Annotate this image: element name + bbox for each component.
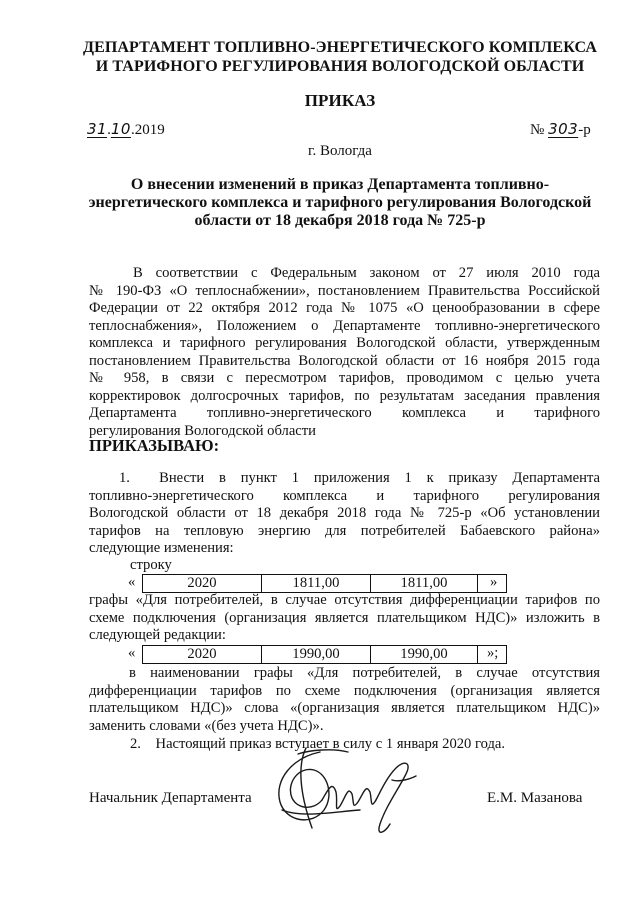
preamble-line: В соответствии с Федеральным законом от 27 июля 2010 года: [133, 265, 600, 281]
order-number: № 303-р: [530, 120, 591, 138]
signatory-name: Е.М. Мазанова: [487, 790, 583, 806]
item1-mid: [89, 592, 600, 645]
order-number-value: 303: [548, 120, 579, 138]
preamble-line: постановлением Правительства Вологодской области от 16 ноября 2015 года: [89, 352, 600, 369]
item1-mid-line: графы «Для потребителей, в случае отсутствия дифференциации тарифов по: [89, 592, 600, 608]
item1-line: топливно-энергетического комплекса и тарифного регулирования: [89, 487, 600, 504]
old-row-table: [142, 574, 507, 593]
item1-tail-line: дифференциации тарифов по схеме подключения (организация является: [89, 682, 600, 699]
item1-tail: [89, 665, 600, 735]
preamble-line: комплекса и тарифного регулирования Вологодской области, утвержденным: [89, 335, 600, 351]
title-line2: энергетического комплекса и тарифного регулирования Вологодской: [88, 194, 592, 211]
item1-line: Вологодской области от 18 декабря 2018 года № 725-р «Об установлении: [89, 505, 600, 521]
signatory-position: Начальник Департамента: [89, 790, 252, 806]
item1-tail-line: в наименовании графы «Для потребителей, в случае отсутствия: [129, 665, 600, 681]
item1-intro: [89, 470, 600, 558]
date-day: 31: [87, 120, 108, 138]
new-row-open-quote: «: [128, 645, 136, 661]
document-type: ПРИКАЗ: [304, 91, 376, 110]
item1-tail-line: заменить словами «(без учета НДС)».: [89, 717, 324, 734]
order-word: ПРИКАЗЫВАЮ:: [89, 436, 220, 455]
row-label: строку: [130, 557, 172, 573]
item1-mid-line: схеме подключения (организация является плательщиком НДС)» изложить в: [89, 609, 600, 626]
title-line3: области от 18 декабря 2018 года № 725-р: [194, 212, 486, 229]
department-name-line1: ДЕПАРТАМЕНТ ТОПЛИВНО-ЭНЕРГЕТИЧЕСКОГО КОМПЛЕКСА: [82, 39, 598, 56]
old-row-value2: 1811,00: [371, 575, 478, 593]
new-row-value1: 1990,00: [262, 646, 371, 664]
order-date: 31.10.2019: [87, 120, 165, 138]
city: г. Вологда: [308, 143, 372, 159]
item1-line: 1. Внести в пункт 1 приложения 1 к приказу Департамента: [119, 470, 600, 486]
date-month: 10: [110, 120, 131, 138]
preamble-line: регулирования Вологодской области: [89, 422, 316, 439]
preamble-line: теплоснабжения», Положением о Департаменте топливно-энергетического: [89, 317, 600, 334]
new-row-value2: 1990,00: [371, 646, 478, 664]
preamble-line: Федерации от 22 октября 2012 года № 1075 «О ценообразовании в сфере: [89, 300, 600, 316]
item2: 2. Настоящий приказ вступает в силу с 1 января 2020 года.: [130, 736, 506, 752]
title-line1: О внесении изменений в приказ Департамента топливно-: [130, 176, 550, 193]
new-row-close-quote: »;: [487, 645, 499, 661]
department-name-line2: И ТАРИФНОГО РЕГУЛИРОВАНИЯ ВОЛОГОДСКОЙ ОБЛАСТИ: [95, 58, 585, 75]
new-row-table: [142, 645, 507, 664]
item1-mid-line: следующей редакции:: [89, 627, 226, 643]
old-row-close-quote: »: [490, 574, 498, 590]
preamble-line: № 190-ФЗ «О теплоснабжении», постановлением Правительства Российской: [89, 282, 600, 299]
preamble-line: Департамента топливно-энергетического комплекса и тарифного: [89, 405, 600, 421]
preamble: [89, 265, 600, 440]
old-row: [128, 574, 135, 591]
item1-line: следующие изменения:: [89, 540, 234, 556]
item1-line: тарифов на тепловую энергию для потребителей Бабаевского района»: [89, 522, 600, 539]
new-row-year: 2020: [143, 646, 262, 664]
old-row-value1: 1811,00: [262, 575, 371, 593]
old-row-year: 2020: [143, 575, 262, 593]
date-year: .2019: [130, 122, 165, 138]
preamble-line: № 958, в связи с пересмотром тарифов, проводимом с целью учета: [89, 370, 600, 386]
handwritten-signature: [262, 740, 432, 840]
preamble-line: корректировок долгосрочных тарифов, по результатам заседания правления: [89, 387, 600, 404]
old-row-open-quote: «: [128, 574, 136, 590]
item1-tail-line: плательщиком НДС)» слова «(организация является плательщиком НДС)»: [89, 700, 600, 716]
